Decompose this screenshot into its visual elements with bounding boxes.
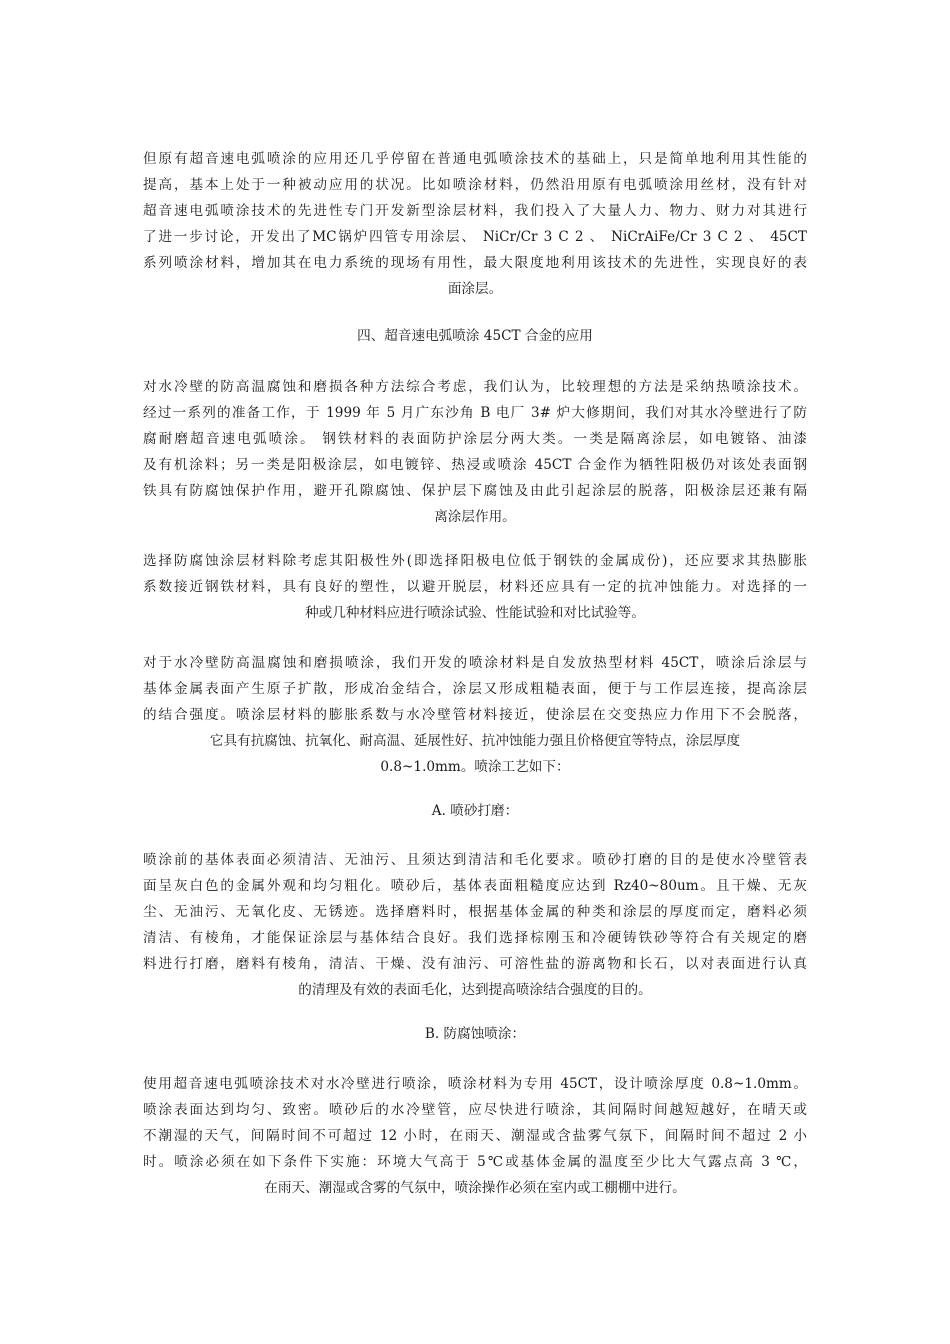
text-line: 尘、无油污、无氧化皮、无锈迹。选择磨料时，根据基体金属的种类和涂层的厚度而定，磨料必须 (143, 904, 807, 920)
section-heading-4: 四、超音速电弧喷涂 45CT 合金的应用 (357, 328, 593, 344)
text-line: 但原有超音速电弧喷涂的应用还几乎停留在普通电弧喷涂技术的基础上，只是简单地利用其性能的 (143, 151, 807, 167)
text-line: 及有机涂料；另一类是阳极涂层，如电镀锌、热浸或喷涂 45CT 合金作为牺牲阳极仍对该处表面钢 (143, 457, 807, 473)
text-line: 在雨天、潮湿或含雾的气氛中，喷涂操作必须在室内或工棚棚中进行。 (264, 1180, 686, 1196)
text-line: 喷涂前的基体表面必须清洁、无油污、且须达到清洁和毛化要求。喷砂打磨的目的是使水冷壁管表 (143, 852, 807, 868)
paragraph-application (143, 374, 807, 530)
text-line: 的清理及有效的表面毛化，达到提高喷涂结合强度的目的。 (298, 982, 652, 998)
text-line: 超音速电弧喷涂技术的先进性专门开发新型涂层材料，我们投入了大量人力、物力、财力对其进行 (143, 203, 807, 219)
text-line: 它具有抗腐蚀、抗氧化、耐高温、延展性好、抗冲蚀能力强且价格便宜等特点，涂层厚度 (209, 733, 741, 749)
paragraph-intro (143, 146, 807, 302)
section-heading-a: A. 喷砂打磨： (431, 803, 519, 819)
text-line: 不潮湿的天气，间隔时间不可超过 12 小时，在雨天、潮湿或含盐雾气氛下，间隔时间不超过 2 小 (143, 1128, 807, 1144)
text-line: 选择防腐蚀涂层材料除考虑其阳极性外(即选择阳极电位低于钢铁的金属成份)，还应要求其热膨胀 (143, 553, 807, 569)
text-line: 提高，基本上处于一种被动应用的状况。比如喷涂材料，仍然沿用原有电弧喷涂用丝材，没有针对 (143, 177, 807, 193)
text-line: 使用超音速电弧喷涂技术对水冷壁进行喷涂，喷涂材料为专用 45CT，设计喷涂厚度 0.8~1.0mm。 (143, 1076, 807, 1092)
text-line: 了进一步讨论，开发出了MC锅炉四管专用涂层、 NiCr/Cr 3 C 2 、 NiCrAiFe/Cr 3 C 2 、 45CT (143, 229, 807, 245)
text-line: 离涂层作用。 (434, 509, 516, 525)
text-line: 喷涂表面达到均匀、致密。喷砂后的水冷壁管，应尽快进行喷涂，其间隔时间越短越好，在晴天或 (143, 1102, 807, 1118)
text-line: 腐耐磨超音速电弧喷涂。 钢铁材料的表面防护涂层分两大类。一类是隔离涂层，如电镀铬、油漆 (143, 431, 807, 447)
paragraph-sandblasting (143, 847, 807, 1003)
text-line: 铁具有防腐蚀保护作用，避开孔隙腐蚀、保护层下腐蚀及由此引起涂层的脱落，阳极涂层还兼有隔 (143, 483, 807, 499)
text-line: 基体金属表面产生原子扩散，形成冶金结合，涂层又形成粗糙表面，便于与工作层连接，提高涂层 (143, 681, 807, 697)
text-line: 对于水冷壁防高温腐蚀和磨损喷涂，我们开发的喷涂材料是自发放热型材料 45CT，喷涂后涂层与 (143, 655, 807, 671)
paragraph-anticorrosion-spraying (143, 1071, 807, 1201)
text-line: 系数接近钢铁材料，具有良好的塑性，以避开脱层，材料还应具有一定的抗冲蚀能力。对选择的一 (143, 579, 807, 595)
text-line: 清洁、有棱角，才能保证涂层与基体结合良好。我们选择棕刚玉和冷硬铸铁砂等符合有关规定的磨 (143, 930, 807, 946)
text-line: 经过一系列的准备工作，于 1999 年 5 月广东沙角 B 电厂 3# 炉大修期间，我们对其水冷壁进行了防 (143, 405, 807, 421)
text-line: 面涂层。 (447, 281, 503, 297)
text-line: 面呈灰白色的金属外观和均匀粗化。喷砂后，基体表面粗糙度应达到 Rz40~80um。且干燥、无灰 (143, 878, 807, 894)
text-line: 0.8~1.0mm。喷涂工艺如下： (380, 759, 570, 775)
text-line: 对水冷壁的防高温腐蚀和磨损各种方法综合考虑，我们认为，比较理想的方法是采纳热喷涂技术。 (143, 379, 807, 395)
text-line: 时。喷涂必须在如下条件下实施：环境大气高于 5℃或基体金属的温度至少比大气露点高 3 ℃， (143, 1154, 807, 1170)
paragraph-material-selection (143, 548, 807, 626)
section-heading-b: B. 防腐蚀喷涂： (424, 1026, 526, 1042)
text-line: 料进行打磨，磨料有棱角，清洁、干燥、没有油污、可溶性盐的游离物和长石，以对表面进行认真 (143, 956, 807, 972)
paragraph-45ct-material (143, 650, 807, 780)
text-line: 种或几种材料应进行喷涂试验、性能试验和对比试验等。 (305, 605, 645, 621)
text-line: 的结合强度。喷涂层材料的膨胀系数与水冷壁管材料接近，使涂层在交变热应力作用下不会脱落， (143, 707, 807, 723)
text-line: 系列喷涂材料，增加其在电力系统的现场有用性，最大限度地利用该技术的先进性，实现良好的表 (143, 255, 807, 271)
